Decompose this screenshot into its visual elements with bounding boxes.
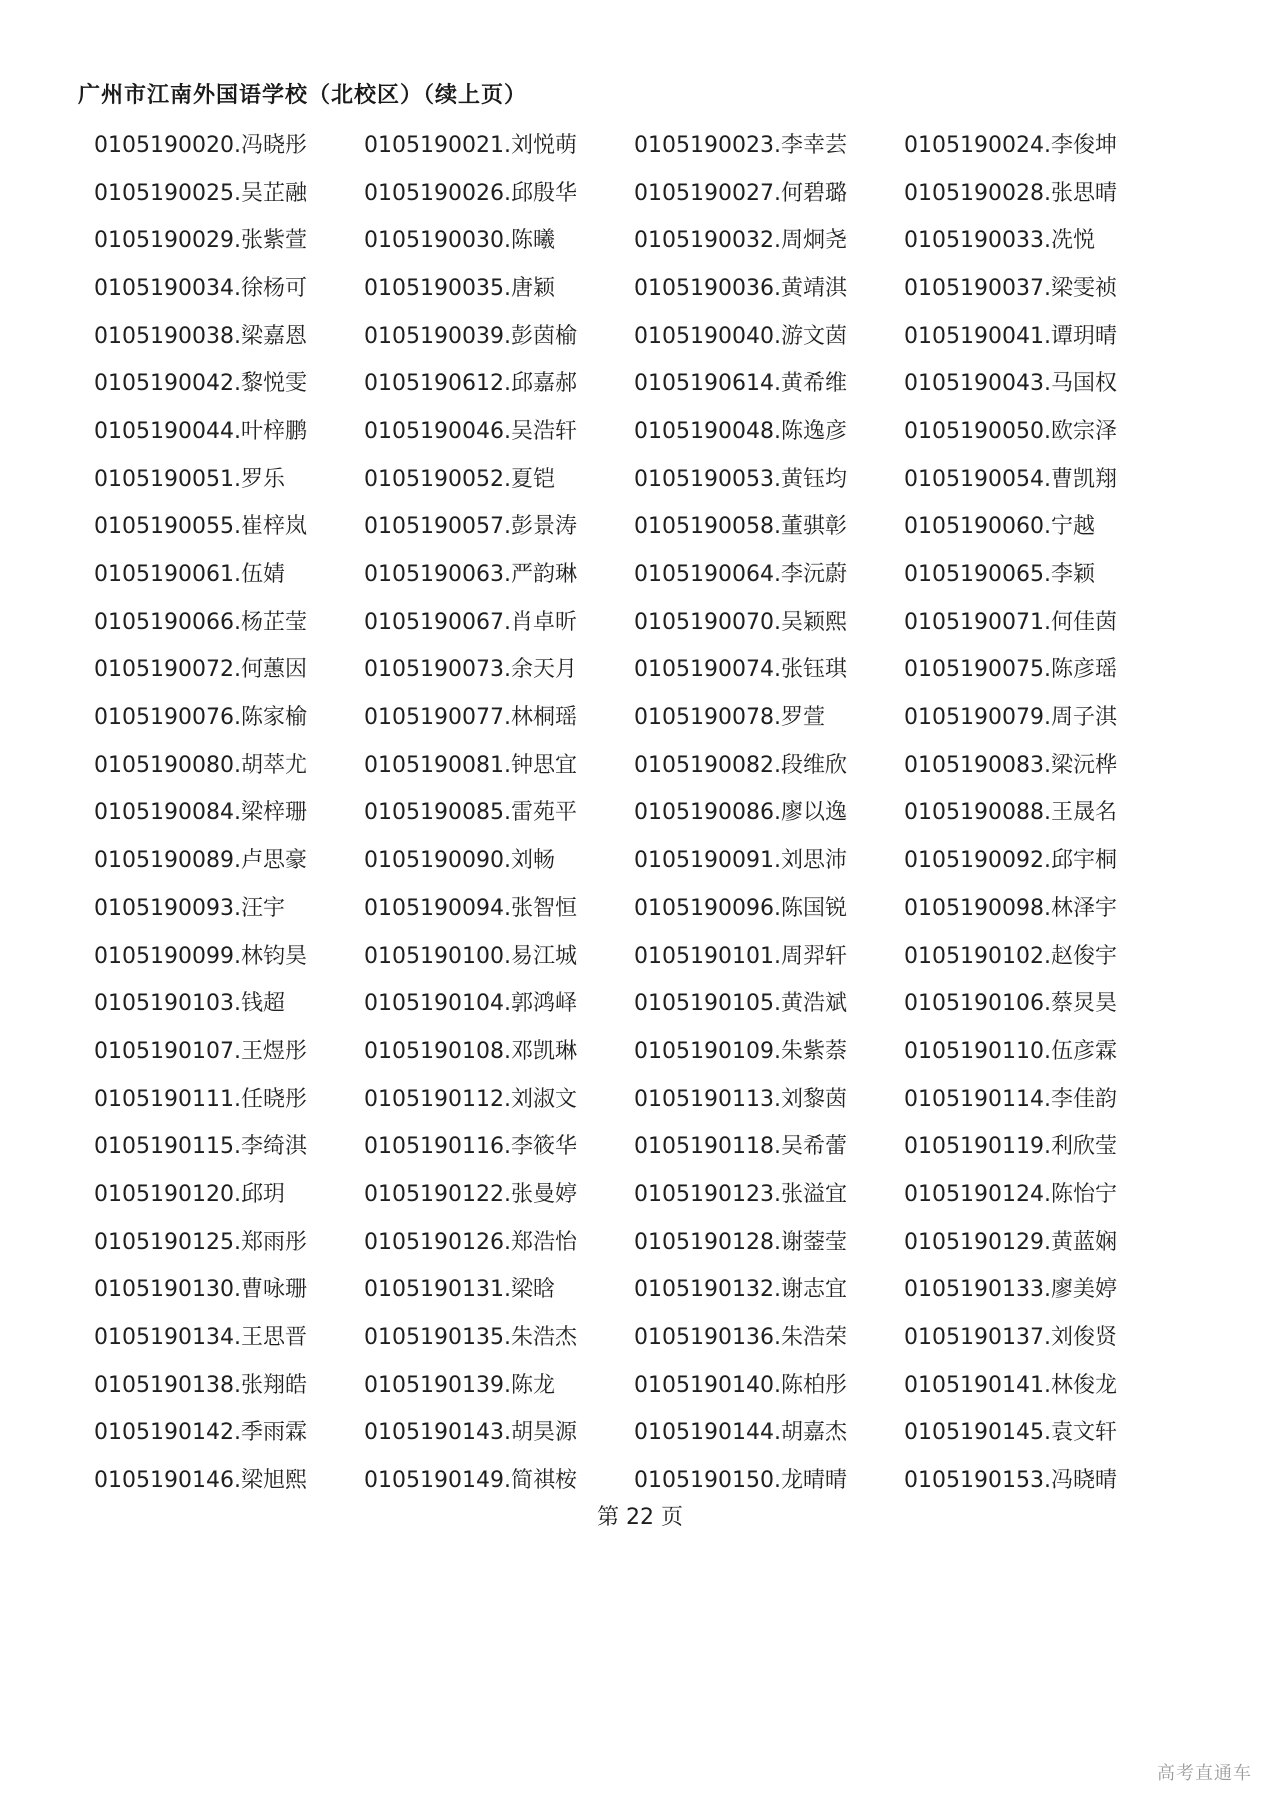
roster-entry: 0105190060.宁越 bbox=[904, 514, 1095, 540]
roster-entry: 0105190021.刘悦萌 bbox=[364, 132, 577, 158]
roster-entry: 0105190091.刘思沛 bbox=[634, 848, 847, 874]
roster-entry: 0105190074.张钰琪 bbox=[634, 657, 847, 683]
roster-entry: 0105190089.卢思豪 bbox=[94, 848, 307, 874]
roster-entry: 0105190080.胡萃尤 bbox=[94, 752, 307, 778]
roster-entry: 0105190142.季雨霖 bbox=[94, 1420, 307, 1446]
roster-entry: 0105190133.廖美婷 bbox=[904, 1277, 1117, 1303]
page-number: 第 22 页 bbox=[597, 1505, 683, 1530]
roster-entry: 0105190063.严韵琳 bbox=[364, 562, 577, 588]
roster-entry: 0105190109.朱紫萘 bbox=[634, 1038, 847, 1064]
roster-entry: 0105190053.黄钰均 bbox=[634, 466, 847, 492]
roster-entry: 0105190102.赵俊宇 bbox=[904, 943, 1117, 969]
roster-entry: 0105190092.邱宇桐 bbox=[904, 848, 1117, 874]
roster-entry: 0105190088.王晟名 bbox=[904, 800, 1117, 826]
roster-entry: 0105190057.彭景涛 bbox=[364, 514, 577, 540]
roster-entry: 0105190033.冼悦 bbox=[904, 228, 1095, 254]
roster-entry: 0105190043.马国权 bbox=[904, 371, 1117, 397]
roster-entry: 0105190119.利欣莹 bbox=[904, 1134, 1117, 1160]
roster-entry: 0105190144.胡嘉杰 bbox=[634, 1420, 847, 1446]
roster-entry: 0105190112.刘淑文 bbox=[364, 1086, 577, 1112]
roster-entry: 0105190082.段维欣 bbox=[634, 752, 847, 778]
roster-entry: 0105190039.彭茵榆 bbox=[364, 323, 577, 349]
roster-entry: 0105190027.何碧璐 bbox=[634, 180, 847, 206]
roster-entry: 0105190149.简祺桉 bbox=[364, 1468, 577, 1494]
roster-entry: 0105190044.叶梓鹏 bbox=[94, 418, 307, 444]
roster-entry: 0105190138.张翔皓 bbox=[94, 1372, 307, 1398]
roster-entry: 0105190129.黄蓝娴 bbox=[904, 1229, 1117, 1255]
student-roster bbox=[94, 122, 1174, 1505]
roster-entry: 0105190113.刘黎茵 bbox=[634, 1086, 847, 1112]
roster-entry: 0105190026.邱殷华 bbox=[364, 180, 577, 206]
roster-entry: 0105190131.梁晗 bbox=[364, 1277, 555, 1303]
roster-entry: 0105190098.林泽宇 bbox=[904, 895, 1117, 921]
roster-entry: 0105190107.王煜彤 bbox=[94, 1038, 307, 1064]
roster-entry: 0105190034.徐杨可 bbox=[94, 275, 307, 301]
roster-entry: 0105190136.朱浩荣 bbox=[634, 1325, 847, 1351]
roster-entry: 0105190071.何佳茵 bbox=[904, 609, 1117, 635]
roster-entry: 0105190086.廖以逸 bbox=[634, 800, 847, 826]
roster-entry: 0105190122.张曼婷 bbox=[364, 1181, 577, 1207]
roster-entry: 0105190024.李俊坤 bbox=[904, 132, 1117, 158]
roster-entry: 0105190137.刘俊贤 bbox=[904, 1325, 1117, 1351]
page-title: 广州市江南外国语学校（北校区）（续上页） bbox=[78, 83, 528, 108]
roster-entry: 0105190096.陈国锐 bbox=[634, 895, 847, 921]
roster-entry: 0105190032.周炯尧 bbox=[634, 228, 847, 254]
roster-entry: 0105190106.蔡炅昊 bbox=[904, 991, 1117, 1017]
roster-entry: 0105190139.陈龙 bbox=[364, 1372, 555, 1398]
roster-entry: 0105190051.罗乐 bbox=[94, 466, 285, 492]
roster-entry: 0105190075.陈彦瑶 bbox=[904, 657, 1117, 683]
roster-entry: 0105190084.梁梓珊 bbox=[94, 800, 307, 826]
roster-entry: 0105190130.曹咏珊 bbox=[94, 1277, 307, 1303]
roster-entry: 0105190115.李绮淇 bbox=[94, 1134, 307, 1160]
roster-entry: 0105190036.黄靖淇 bbox=[634, 275, 847, 301]
roster-entry: 0105190072.何蕙因 bbox=[94, 657, 307, 683]
roster-entry: 0105190143.胡昊源 bbox=[364, 1420, 577, 1446]
roster-entry: 0105190145.袁文轩 bbox=[904, 1420, 1117, 1446]
roster-entry: 0105190055.崔梓岚 bbox=[94, 514, 307, 540]
roster-entry: 0105190123.张溢宜 bbox=[634, 1181, 847, 1207]
roster-entry: 0105190124.陈怡宁 bbox=[904, 1181, 1117, 1207]
roster-entry: 0105190614.黄希维 bbox=[634, 371, 847, 397]
roster-entry: 0105190025.吴芷融 bbox=[94, 180, 307, 206]
roster-entry: 0105190140.陈柏彤 bbox=[634, 1372, 847, 1398]
roster-entry: 0105190116.李筱华 bbox=[364, 1134, 577, 1160]
roster-entry: 0105190108.邓凯琳 bbox=[364, 1038, 577, 1064]
roster-entry: 0105190035.唐颖 bbox=[364, 275, 555, 301]
roster-entry: 0105190078.罗萱 bbox=[634, 705, 825, 731]
roster-entry: 0105190104.郭鸿峄 bbox=[364, 991, 577, 1017]
roster-entry: 0105190094.张智恒 bbox=[364, 895, 577, 921]
roster-entry: 0105190085.雷苑平 bbox=[364, 800, 577, 826]
roster-entry: 0105190041.谭玥晴 bbox=[904, 323, 1117, 349]
roster-entry: 0105190125.郑雨彤 bbox=[94, 1229, 307, 1255]
roster-entry: 0105190030.陈曦 bbox=[364, 228, 555, 254]
roster-entry: 0105190111.任晓彤 bbox=[94, 1086, 307, 1112]
roster-entry: 0105190612.邱嘉郝 bbox=[364, 371, 577, 397]
roster-entry: 0105190132.谢志宜 bbox=[634, 1277, 847, 1303]
roster-entry: 0105190065.李颖 bbox=[904, 562, 1095, 588]
roster-entry: 0105190077.林桐瑶 bbox=[364, 705, 577, 731]
roster-entry: 0105190054.曹凯翔 bbox=[904, 466, 1117, 492]
roster-entry: 0105190090.刘畅 bbox=[364, 848, 555, 874]
roster-entry: 0105190141.林俊龙 bbox=[904, 1372, 1117, 1398]
roster-entry: 0105190042.黎悦雯 bbox=[94, 371, 307, 397]
roster-entry: 0105190048.陈逸彦 bbox=[634, 418, 847, 444]
roster-entry: 0105190100.易江城 bbox=[364, 943, 577, 969]
roster-entry: 0105190153.冯晓晴 bbox=[904, 1468, 1117, 1494]
roster-entry: 0105190110.伍彦霖 bbox=[904, 1038, 1117, 1064]
roster-entry: 0105190052.夏铠 bbox=[364, 466, 555, 492]
roster-entry: 0105190076.陈家榆 bbox=[94, 705, 307, 731]
roster-entry: 0105190093.汪宇 bbox=[94, 895, 285, 921]
roster-entry: 0105190037.梁雯祯 bbox=[904, 275, 1117, 301]
roster-entry: 0105190061.伍婧 bbox=[94, 562, 285, 588]
roster-entry: 0105190038.梁嘉恩 bbox=[94, 323, 307, 349]
roster-entry: 0105190114.李佳韵 bbox=[904, 1086, 1117, 1112]
roster-entry: 0105190099.林钧昊 bbox=[94, 943, 307, 969]
roster-entry: 0105190058.董骐彰 bbox=[634, 514, 847, 540]
roster-entry: 0105190081.钟思宜 bbox=[364, 752, 577, 778]
roster-entry: 0105190105.黄浩斌 bbox=[634, 991, 847, 1017]
roster-entry: 0105190066.杨芷莹 bbox=[94, 609, 307, 635]
roster-entry: 0105190023.李幸芸 bbox=[634, 132, 847, 158]
roster-entry: 0105190083.梁沅桦 bbox=[904, 752, 1117, 778]
roster-entry: 0105190120.邱玥 bbox=[94, 1181, 285, 1207]
roster-entry: 0105190070.吴颖熙 bbox=[634, 609, 847, 635]
roster-entry: 0105190146.梁旭熙 bbox=[94, 1468, 307, 1494]
roster-entry: 0105190135.朱浩杰 bbox=[364, 1325, 577, 1351]
roster-entry: 0105190050.欧宗泽 bbox=[904, 418, 1117, 444]
roster-entry: 0105190128.谢蓥莹 bbox=[634, 1229, 847, 1255]
roster-entry: 0105190067.肖卓昕 bbox=[364, 609, 577, 635]
roster-entry: 0105190134.王思晋 bbox=[94, 1325, 307, 1351]
roster-entry: 0105190073.余天月 bbox=[364, 657, 577, 683]
roster-entry: 0105190101.周羿轩 bbox=[634, 943, 847, 969]
roster-entry: 0105190126.郑浩怡 bbox=[364, 1229, 577, 1255]
roster-entry: 0105190079.周子淇 bbox=[904, 705, 1117, 731]
watermark: 高考直通车 bbox=[1157, 1763, 1252, 1784]
roster-entry: 0105190029.张紫萱 bbox=[94, 228, 307, 254]
roster-entry: 0105190046.吴浩轩 bbox=[364, 418, 577, 444]
roster-entry: 0105190150.龙晴晴 bbox=[634, 1468, 847, 1494]
roster-entry: 0105190064.李沅蔚 bbox=[634, 562, 847, 588]
roster-entry: 0105190040.游文茵 bbox=[634, 323, 847, 349]
roster-entry: 0105190103.钱超 bbox=[94, 991, 285, 1017]
roster-entry: 0105190118.吴希蕾 bbox=[634, 1134, 847, 1160]
roster-entry: 0105190028.张思晴 bbox=[904, 180, 1117, 206]
roster-entry: 0105190020.冯晓彤 bbox=[94, 132, 307, 158]
